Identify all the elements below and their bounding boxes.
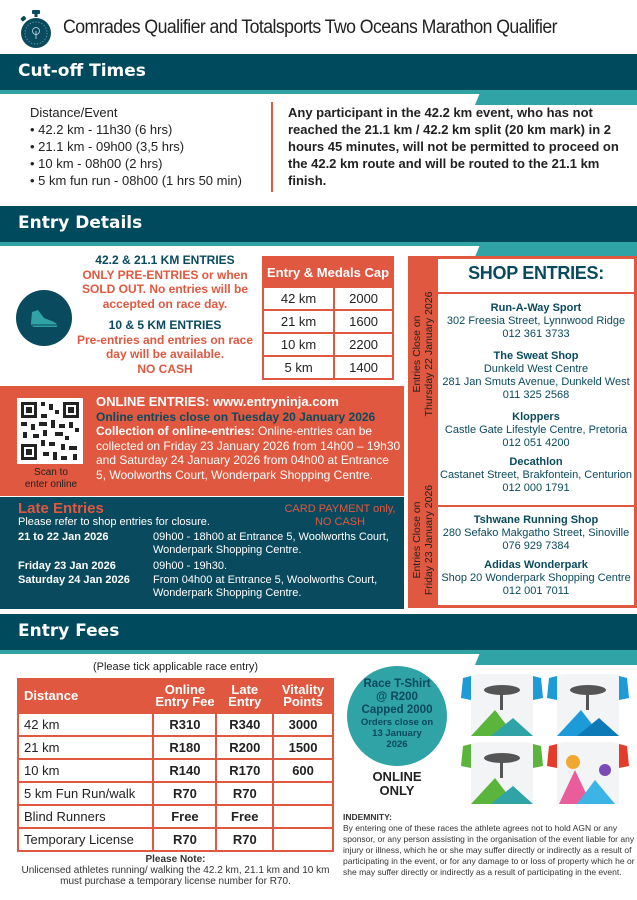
table-row[interactable] [18,713,333,736]
fee-late: R70 [216,782,273,805]
tshirt-10km-image [461,742,543,804]
late-time-line: 09h00 - 18h00 at Entrance 5, Woolworths Court, [153,531,389,543]
cap-table-title: Entry & Medals Cap [263,257,393,287]
col-header: Late Entry [216,679,273,713]
shop-address: 281 Jan Smuts Avenue, Dunkeld West [442,376,630,388]
shop-entries-panel [408,256,637,608]
indemnity-notice [343,812,635,878]
tshirt-cap: Capped 2000 [361,704,433,716]
table-row [263,333,393,356]
late-entries-title: Late Entries [18,500,104,517]
col-header: Online Entry Fee [153,679,216,713]
section-banner-cutoff [0,54,637,90]
shop-name: Decathlon [509,456,563,468]
online-only-line: ONLY [379,783,415,798]
fee-online: R180 [153,736,216,759]
cap-distance: 21 km [263,310,334,333]
medals-cap-table [262,256,394,380]
collection-info [96,424,401,482]
shop-name: Adidas Wonderpark [484,559,588,571]
shop-item [438,456,634,495]
fees-note [17,854,334,887]
fee-late: R170 [216,759,273,782]
shop-phone: 012 001 7011 [502,585,570,597]
indemnity-text: By entering one of these races the athlete agrees not to hold AGN or any sponsor, or any person assisting in the organisation of the event liable for any injury or illness, which he or she may suffer directly or indirectly as a result of participating in the event, or for any damage to or loss of property which he or she may suffer directly or indirectly as a result of participating in the event. [343,823,635,877]
tshirt-21km-image [547,674,629,736]
shop-item [438,302,634,341]
late-time [153,574,377,600]
cap-distance: 42 km [263,287,334,310]
shop-address: 302 Freesia Street, Lynnwood Ridge [446,315,626,327]
close-date: Thursday 22 January 2026 [423,291,435,417]
fee-online: R140 [153,759,216,782]
tshirt-line: 2026 [386,739,408,750]
shop-close-date-2 [411,476,435,604]
section-title: Entry Fees [18,621,120,641]
indemnity-title: INDEMNITY: [343,812,392,822]
shop-address: Castanet Street, Brakfontein, Centurion [440,469,632,481]
col-header: Distance [18,679,153,713]
fee-distance: 5 km Fun Run/walk [18,782,153,805]
shop-name: Run-A-Way Sport [490,302,582,314]
tshirt-line: Race T-Shirt [363,678,431,690]
tshirt-line: Orders close on [360,717,434,728]
entry-notes [70,253,260,376]
tshirt-5km-image [547,742,629,804]
late-entries-subtitle: Please refer to shop entries for closure. [18,516,210,528]
section-title: Entry Details [18,213,143,233]
qr-code-icon[interactable] [17,398,83,464]
shop-list [438,259,634,605]
fee-late: R200 [216,736,273,759]
cutoff-list [30,104,242,189]
cutoff-item: • 5 km fun run - 08h00 (1 hrs 50 min) [30,173,242,188]
shop-address: Castle Gate Lifestyle Centre, Pretoria [444,424,628,436]
tshirt-images [455,670,633,808]
close-label: Entries Close on [411,501,423,579]
collection-text: Online-entries can be collected on Friday 23 January 2026 from 14h00 – 19h30 and Saturday 24 January 2026 from 04h00 at Entrance 5, Woolworths Court, Wonderpark Shopping Centre. [96,424,401,482]
shop-phone: 012 000 1791 [502,482,570,494]
cutoff-label: Distance/Event [30,105,118,120]
section-title: Cut-off Times [18,61,146,81]
late-time [153,531,389,557]
late-date: Saturday 24 Jan 2026 [18,574,130,586]
shop-item [438,514,634,553]
table-header-row [18,679,333,713]
cap-value: 1600 [334,310,393,333]
page-header [0,0,637,54]
long-entries-text: ONLY PRE-ENTRIES or when SOLD OUT. No entries will be accepted on race day. [81,267,249,311]
shop-item [438,559,634,598]
table-row [263,287,393,310]
fee-points: 3000 [273,713,333,736]
close-date: Friday 23 January 2026 [423,484,435,596]
fee-points [273,805,333,828]
short-entries-title: 10 & 5 KM ENTRIES [108,318,222,332]
fee-online: Free [153,805,216,828]
online-entries-panel [0,386,404,496]
late-time: 09h00 - 19h30. [153,560,228,572]
tshirt-line: 13 January [372,728,422,739]
col-header: Vitality Points [273,679,333,713]
late-time-line: Wonderpark Shopping Centre. [153,544,302,556]
cutoff-item: • 42.2 km - 11h30 (6 hrs) [30,122,173,137]
qr-label-line: Scan to [34,467,68,478]
late-time-line: Wonderpark Shopping Centre. [153,587,302,599]
qr-label [12,467,90,491]
cap-value: 2200 [334,333,393,356]
tshirt-42km-image [461,674,543,736]
online-only-line: ONLINE [372,769,422,784]
fee-points [273,782,333,805]
shop-name: The Sweat Shop [493,350,579,362]
shop-phone: 012 051 4200 [502,437,570,449]
fee-points: 1500 [273,736,333,759]
fee-distance: Temporary License [18,828,153,851]
shop-title: SHOP ENTRIES: [468,263,604,283]
fees-instruction: (Please tick applicable race entry) [92,661,259,673]
close-label: Entries Close on [411,315,423,393]
fee-online: R70 [153,782,216,805]
running-shoe-icon [16,290,72,346]
online-entries-link[interactable]: ONLINE ENTRIES: www.entryninja.com [96,394,339,409]
qr-label-line: enter online [24,479,78,490]
fee-distance: 42 km [18,713,153,736]
table-row[interactable] [18,736,333,759]
late-date: 21 to 22 Jan 2026 [18,531,109,543]
fee-late: R70 [216,828,273,851]
section-banner-entry [0,206,637,242]
section-banner-fees [0,614,637,650]
online-only-label [347,770,447,798]
fee-distance: 10 km [18,759,153,782]
shop-address: 280 Sefako Makgatho Street, Sinoville [442,527,630,539]
cutoff-item: • 10 km - 08h00 (2 hrs) [30,156,163,171]
page-title: Comrades Qualifier and Totalsports Two Oceans Marathon Qualifier [63,17,558,38]
shop-phone: 012 361 3733 [502,328,570,340]
note-line: must purchase a temporary license number for R70. [60,876,291,887]
shop-phone: 011 325 2568 [502,389,570,401]
tshirt-offer-badge [347,666,447,766]
cutoff-rule: Any participant in the 42.2 km event, who has not reached the 21.1 km / 42.2 km split (20 km mark) in 2 hours 45 minutes, will not be permitted to proceed on the 42.2 km route and will be routed to the 21.1 km finish. [288,105,619,188]
short-entries-cash: NO CASH [137,361,193,376]
card-note-line: NO CASH [314,516,366,528]
shop-item [438,350,634,402]
shop-item [438,411,634,450]
short-entries-text: Pre-entries and entries on race day will be available. [76,332,254,361]
fee-online: R310 [153,713,216,736]
table-row[interactable] [18,828,333,851]
stopwatch-icon [18,9,54,49]
cap-value: 2000 [334,287,393,310]
entry-fees-table [17,678,334,852]
shop-close-date-1 [411,290,435,418]
banner-tab [475,653,637,665]
shop-address: Shop 20 Wonderpark Shopping Centre [441,572,631,584]
fee-distance: Blind Runners [18,805,153,828]
fee-points: 600 [273,759,333,782]
table-row[interactable] [18,805,333,828]
shop-phone: 076 929 7384 [502,540,570,552]
shop-address: Dunkeld West Centre [483,363,589,375]
collection-label: Collection of online-entries: [96,424,255,438]
online-entries-text [96,395,401,482]
table-row[interactable] [18,782,333,805]
fee-online: R70 [153,828,216,851]
card-payment-note [280,503,400,529]
shop-name: Kloppers [512,411,560,423]
online-close-date: Online entries close on Tuesday 20 January 2026 [96,409,376,424]
divider [438,505,634,507]
note-line: Unlicensed athletes running/ walking the 42.2 km, 21.1 km and 10 km [21,865,330,876]
table-row [263,310,393,333]
tshirt-price: @ R200 [376,691,418,703]
shop-name: Tshwane Running Shop [473,514,599,526]
late-entries-panel [0,497,404,609]
table-row[interactable] [18,759,333,782]
cap-distance: 10 km [263,333,334,356]
cap-distance: 5 km [263,356,334,379]
long-entries-title: 42.2 & 21.1 KM ENTRIES [95,253,235,267]
note-title: Please Note: [145,854,206,865]
fee-points [273,828,333,851]
cap-value: 1400 [334,356,393,379]
fee-late: R340 [216,713,273,736]
card-note-line: CARD PAYMENT only, [284,503,396,515]
divider [438,292,634,294]
fee-late: Free [216,805,273,828]
late-date: Friday 23 Jan 2026 [18,560,116,572]
divider [271,102,273,192]
fee-distance: 21 km [18,736,153,759]
late-time-line: From 04h00 at Entrance 5, Woolworths Court, [153,574,378,586]
table-row [263,356,393,379]
cutoff-item: • 21.1 km - 09h00 (3,5 hrs) [30,139,185,154]
